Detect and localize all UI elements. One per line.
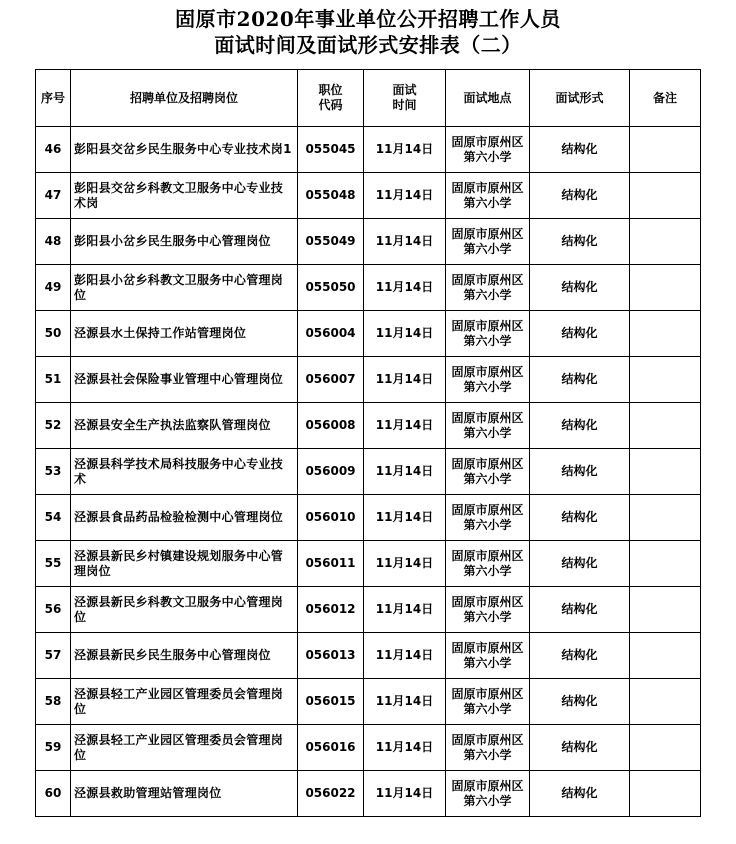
header-location: 面试地点 <box>446 70 530 127</box>
table-row <box>36 679 701 725</box>
cell-time: 11月14日 <box>364 219 446 265</box>
cell-format: 结构化 <box>530 679 630 725</box>
cell-notes <box>630 357 701 403</box>
cell-format: 结构化 <box>530 127 630 173</box>
cell-code: 055050 <box>298 265 364 311</box>
cell-seq: 52 <box>36 403 71 449</box>
cell-time: 11月14日 <box>364 633 446 679</box>
cell-code: 056008 <box>298 403 364 449</box>
header-time <box>364 70 446 127</box>
cell-seq: 50 <box>36 311 71 357</box>
document-title <box>0 6 736 58</box>
cell-location: 固原市原州区第六小学 <box>446 725 530 771</box>
table-row <box>36 219 701 265</box>
table-row <box>36 587 701 633</box>
cell-location: 固原市原州区第六小学 <box>446 127 530 173</box>
cell-seq: 46 <box>36 127 71 173</box>
cell-code: 056010 <box>298 495 364 541</box>
cell-unit: 泾源县安全生产执法监察队管理岗位 <box>71 403 298 449</box>
title-line-1: 固原市2020年事业单位公开招聘工作人员 <box>175 7 561 31</box>
cell-seq: 51 <box>36 357 71 403</box>
cell-code: 056013 <box>298 633 364 679</box>
table-row <box>36 725 701 771</box>
table-row <box>36 403 701 449</box>
cell-notes <box>630 495 701 541</box>
cell-format: 结构化 <box>530 311 630 357</box>
cell-notes <box>630 173 701 219</box>
cell-seq: 49 <box>36 265 71 311</box>
cell-notes <box>630 311 701 357</box>
table-row <box>36 633 701 679</box>
table-body <box>36 127 701 817</box>
cell-format: 结构化 <box>530 771 630 817</box>
cell-location: 固原市原州区第六小学 <box>446 449 530 495</box>
cell-notes <box>630 771 701 817</box>
cell-location: 固原市原州区第六小学 <box>446 357 530 403</box>
cell-notes <box>630 633 701 679</box>
cell-seq: 48 <box>36 219 71 265</box>
table-row <box>36 541 701 587</box>
cell-seq: 53 <box>36 449 71 495</box>
cell-time: 11月14日 <box>364 127 446 173</box>
cell-unit: 泾源县救助管理站管理岗位 <box>71 771 298 817</box>
cell-format: 结构化 <box>530 357 630 403</box>
cell-format: 结构化 <box>530 403 630 449</box>
cell-seq: 60 <box>36 771 71 817</box>
cell-notes <box>630 127 701 173</box>
cell-format: 结构化 <box>530 449 630 495</box>
cell-location: 固原市原州区第六小学 <box>446 679 530 725</box>
table-row <box>36 173 701 219</box>
header-code-line2: 代码 <box>318 98 343 112</box>
cell-format: 结构化 <box>530 219 630 265</box>
cell-unit: 泾源县科学技术局科技服务中心专业技术 <box>71 449 298 495</box>
cell-code: 055049 <box>298 219 364 265</box>
cell-seq: 54 <box>36 495 71 541</box>
header-unit: 招聘单位及招聘岗位 <box>71 70 298 127</box>
cell-location: 固原市原州区第六小学 <box>446 587 530 633</box>
cell-code: 056009 <box>298 449 364 495</box>
cell-code: 056012 <box>298 587 364 633</box>
cell-notes <box>630 449 701 495</box>
header-code <box>298 70 364 127</box>
header-time-line1: 面试 <box>392 83 417 97</box>
table-row <box>36 265 701 311</box>
cell-format: 结构化 <box>530 587 630 633</box>
cell-time: 11月14日 <box>364 725 446 771</box>
cell-code: 055048 <box>298 173 364 219</box>
table-row <box>36 357 701 403</box>
cell-time: 11月14日 <box>364 265 446 311</box>
cell-notes <box>630 587 701 633</box>
cell-location: 固原市原州区第六小学 <box>446 771 530 817</box>
cell-format: 结构化 <box>530 265 630 311</box>
cell-code: 055045 <box>298 127 364 173</box>
cell-time: 11月14日 <box>364 771 446 817</box>
schedule-table <box>35 69 701 817</box>
cell-unit: 泾源县水土保持工作站管理岗位 <box>71 311 298 357</box>
cell-unit: 泾源县新民乡村镇建设规划服务中心管理岗位 <box>71 541 298 587</box>
cell-code: 056016 <box>298 725 364 771</box>
cell-code: 056011 <box>298 541 364 587</box>
header-row <box>36 70 701 127</box>
cell-notes <box>630 679 701 725</box>
title-line-2: 面试时间及面试形式安排表（二） <box>214 33 522 57</box>
cell-notes <box>630 219 701 265</box>
cell-unit: 彭阳县小岔乡民生服务中心管理岗位 <box>71 219 298 265</box>
cell-unit: 泾源县新民乡民生服务中心管理岗位 <box>71 633 298 679</box>
cell-seq: 47 <box>36 173 71 219</box>
header-seq: 序号 <box>36 70 71 127</box>
cell-format: 结构化 <box>530 541 630 587</box>
cell-code: 056007 <box>298 357 364 403</box>
cell-unit: 彭阳县交岔乡科教文卫服务中心专业技术岗 <box>71 173 298 219</box>
cell-location: 固原市原州区第六小学 <box>446 265 530 311</box>
cell-format: 结构化 <box>530 725 630 771</box>
cell-time: 11月14日 <box>364 173 446 219</box>
table-row <box>36 311 701 357</box>
cell-time: 11月14日 <box>364 587 446 633</box>
cell-time: 11月14日 <box>364 449 446 495</box>
cell-format: 结构化 <box>530 633 630 679</box>
cell-seq: 59 <box>36 725 71 771</box>
cell-location: 固原市原州区第六小学 <box>446 633 530 679</box>
header-notes: 备注 <box>630 70 701 127</box>
table-row <box>36 449 701 495</box>
cell-time: 11月14日 <box>364 495 446 541</box>
header-format: 面试形式 <box>530 70 630 127</box>
cell-time: 11月14日 <box>364 679 446 725</box>
table-row <box>36 771 701 817</box>
cell-unit: 泾源县社会保险事业管理中心管理岗位 <box>71 357 298 403</box>
cell-notes <box>630 265 701 311</box>
cell-format: 结构化 <box>530 173 630 219</box>
table-row <box>36 495 701 541</box>
cell-code: 056015 <box>298 679 364 725</box>
cell-time: 11月14日 <box>364 357 446 403</box>
cell-unit: 彭阳县交岔乡民生服务中心专业技术岗1 <box>71 127 298 173</box>
cell-location: 固原市原州区第六小学 <box>446 541 530 587</box>
cell-format: 结构化 <box>530 495 630 541</box>
table-row <box>36 127 701 173</box>
cell-code: 056022 <box>298 771 364 817</box>
cell-unit: 泾源县轻工产业园区管理委员会管理岗位 <box>71 679 298 725</box>
header-time-line2: 时间 <box>392 98 417 112</box>
cell-notes <box>630 541 701 587</box>
cell-seq: 56 <box>36 587 71 633</box>
cell-notes <box>630 403 701 449</box>
cell-location: 固原市原州区第六小学 <box>446 173 530 219</box>
cell-unit: 彭阳县小岔乡科教文卫服务中心管理岗位 <box>71 265 298 311</box>
cell-time: 11月14日 <box>364 311 446 357</box>
cell-unit: 泾源县新民乡科教文卫服务中心管理岗位 <box>71 587 298 633</box>
cell-location: 固原市原州区第六小学 <box>446 219 530 265</box>
cell-time: 11月14日 <box>364 541 446 587</box>
cell-location: 固原市原州区第六小学 <box>446 403 530 449</box>
cell-time: 11月14日 <box>364 403 446 449</box>
cell-seq: 58 <box>36 679 71 725</box>
cell-location: 固原市原州区第六小学 <box>446 495 530 541</box>
cell-seq: 55 <box>36 541 71 587</box>
cell-location: 固原市原州区第六小学 <box>446 311 530 357</box>
cell-notes <box>630 725 701 771</box>
cell-code: 056004 <box>298 311 364 357</box>
cell-unit: 泾源县食品药品检验检测中心管理岗位 <box>71 495 298 541</box>
header-code-line1: 职位 <box>318 83 343 97</box>
cell-unit: 泾源县轻工产业园区管理委员会管理岗位 <box>71 725 298 771</box>
cell-seq: 57 <box>36 633 71 679</box>
